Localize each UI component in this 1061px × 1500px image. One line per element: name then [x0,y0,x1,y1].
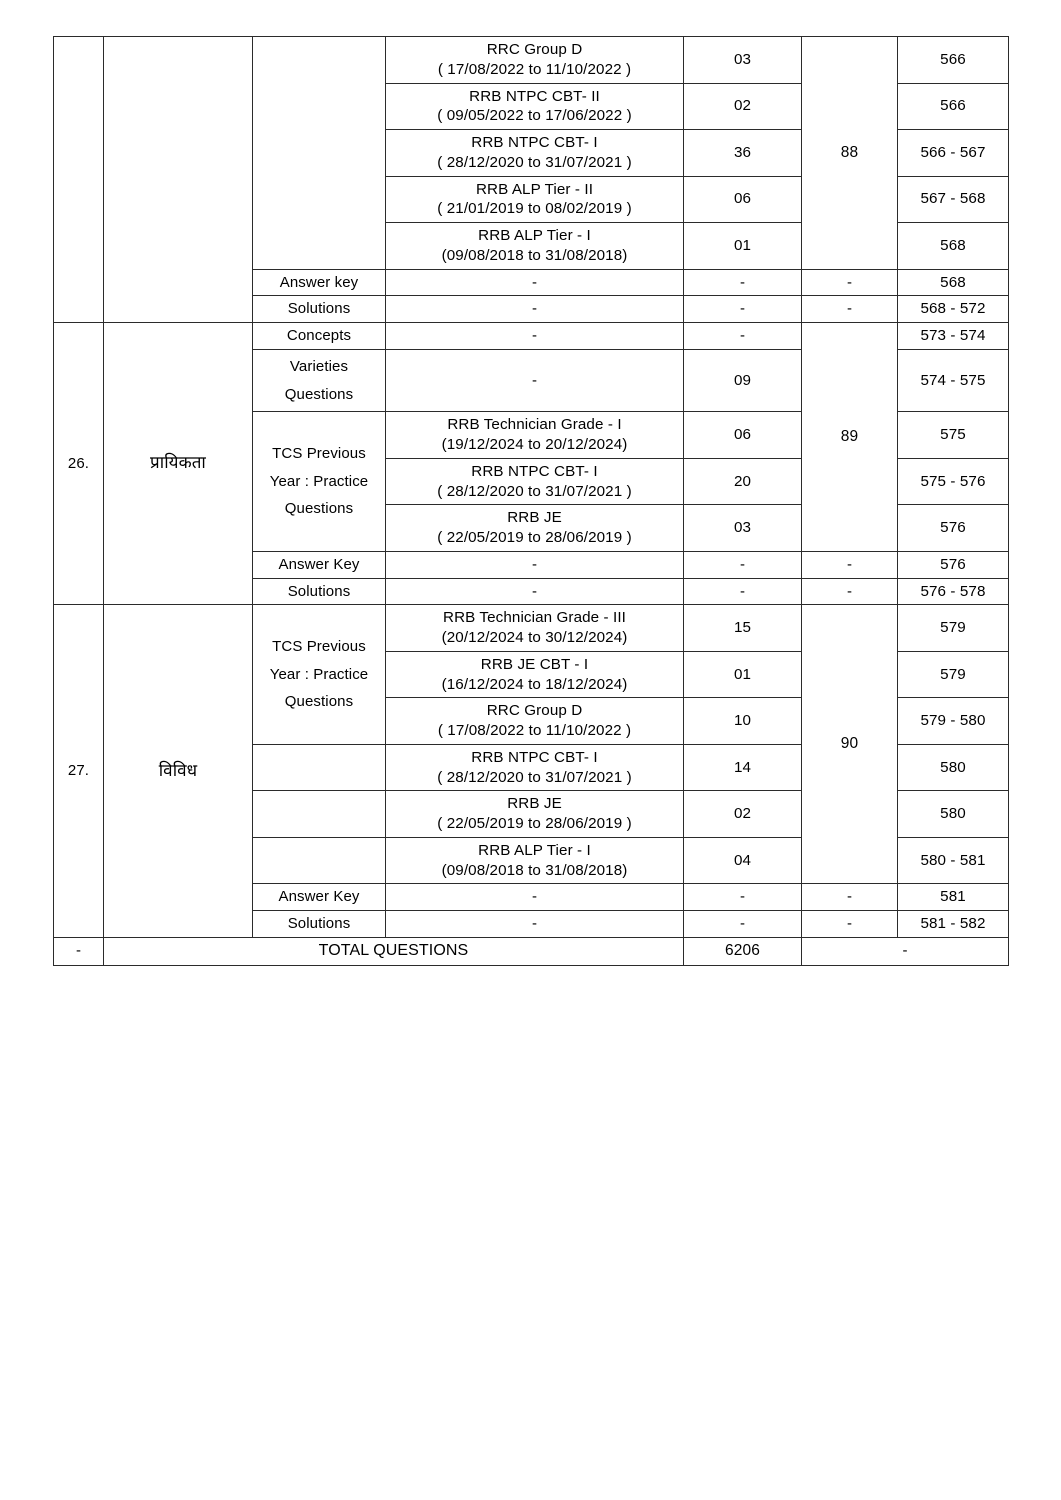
group-total: - [802,269,898,296]
stage-label: Solutions [253,296,386,323]
exam-date-range: (19/12/2024 to 20/12/2024) [441,436,628,453]
exam-date-range: (16/12/2024 to 18/12/2024) [441,675,628,693]
questions-count: 10 [684,698,802,745]
questions-count: 20 [684,458,802,505]
questions-count: 14 [684,744,802,791]
group-total: - [802,911,898,938]
stage-label: Answer Key [253,884,386,911]
questions-count: 01 [684,651,802,698]
page-range: 567 - 568 [898,176,1009,223]
exam-date-range: ( 17/08/2022 to 11/10/2022 ) [437,60,632,78]
stage-label: Answer key [253,269,386,296]
stage-label: Solutions [253,578,386,605]
serial-cell-26: 26. [54,323,104,605]
questions-count: 02 [684,791,802,838]
stage-label-line2: Year : Practice [269,665,369,683]
table-row [54,323,1009,350]
exam-name: RRB JE CBT - I [480,655,589,673]
group-total: - [802,578,898,605]
exam-cell: - [386,911,684,938]
page-range: 568 [898,269,1009,296]
questions-count: 09 [684,349,802,412]
questions-count: 06 [684,412,802,459]
questions-count: 02 [684,83,802,130]
exam-date-range: (09/08/2018 to 31/08/2018) [441,861,628,879]
page-range: 581 - 582 [898,911,1009,938]
exam-name: RRB JE [507,509,562,527]
page-range: 576 [898,551,1009,578]
exam-cell: - [386,884,684,911]
total-pages: - [802,937,1009,965]
stage-label-line3: Questions [284,693,354,711]
page-range: 576 - 578 [898,578,1009,605]
stage-label-empty [253,744,386,791]
exam-cell: - [386,349,684,412]
exam-date-range: ( 09/05/2022 to 17/06/2022 ) [437,107,632,125]
subject-name: विविध [158,760,198,780]
stage-label-empty [253,837,386,884]
exam-cell: - [386,296,684,323]
page-range: 568 [898,223,1009,270]
exam-date-range: ( 28/12/2020 to 31/07/2021 ) [437,153,632,171]
questions-count: - [684,551,802,578]
subject-name: प्रायिकता [150,453,206,473]
stage-label: Solutions [253,911,386,938]
exam-name: RRB JE [507,795,562,813]
serial-cell-27: 27. [54,605,104,938]
stage-label: Answer Key [253,551,386,578]
exam-cell [386,837,684,884]
exam-cell [386,744,684,791]
questions-count: 06 [684,176,802,223]
exam-name: RRC Group D [486,702,583,720]
stage-label [253,412,386,552]
exam-cell [386,223,684,270]
table-row [54,37,1009,84]
exam-name: RRB NTPC CBT- I [471,462,598,480]
page-range: 574 - 575 [898,349,1009,412]
stage-label-line1: TCS Previous [272,637,366,655]
exam-name: RRB ALP Tier - I [478,841,591,859]
exam-name: RRB NTPC CBT- II [469,87,600,105]
stage-label-line2: Year : Practice [269,472,369,490]
group-total: 88 [802,37,898,270]
serial-cell-continued [54,37,104,323]
total-row [54,937,1009,965]
subject-cell-continued [104,37,253,323]
exam-cell [386,130,684,177]
table-row [54,605,1009,652]
exam-cell: - [386,323,684,350]
exam-cell [386,505,684,552]
stage-label [253,349,386,412]
exam-date-range: ( 22/05/2019 to 28/06/2019 ) [437,815,632,832]
stage-cell-continued [253,37,386,270]
page-range: 568 - 572 [898,296,1009,323]
exam-name: RRB Technician Grade - III [443,609,626,627]
syllabus-table-container [53,36,1008,966]
page-range: 581 [898,884,1009,911]
questions-count: 04 [684,837,802,884]
exam-cell [386,83,684,130]
page-range: 579 - 580 [898,698,1009,745]
questions-count: 36 [684,130,802,177]
exam-cell [386,458,684,505]
exam-date-range: (09/08/2018 to 31/08/2018) [441,246,628,264]
group-total: - [802,296,898,323]
page-range: 566 - 567 [898,130,1009,177]
exam-cell [386,791,684,838]
exam-cell: - [386,269,684,296]
exam-cell: - [386,578,684,605]
page-range: 580 [898,791,1009,838]
exam-date-range: (20/12/2024 to 30/12/2024) [441,629,628,646]
group-total: - [802,884,898,911]
questions-count: 01 [684,223,802,270]
exam-name: RRB ALP Tier - II [475,180,594,198]
questions-count: - [684,911,802,938]
exam-name: RRC Group D [486,41,583,58]
questions-count: - [684,269,802,296]
page-range: 579 [898,651,1009,698]
exam-cell: - [386,551,684,578]
exam-cell [386,37,684,84]
exam-date-range: ( 21/01/2019 to 08/02/2019 ) [437,200,632,218]
exam-date-range: ( 28/12/2020 to 31/07/2021 ) [437,768,632,786]
total-serial: - [54,937,104,965]
exam-date-range: ( 22/05/2019 to 28/06/2019 ) [437,529,632,546]
group-total-26: 89 [802,323,898,552]
exam-date-range: ( 17/08/2022 to 11/10/2022 ) [437,722,632,739]
group-total-27: 90 [802,605,898,884]
page-range: 566 [898,83,1009,130]
exam-name: RRB NTPC CBT- I [471,134,598,151]
exam-cell [386,605,684,652]
page-range: 566 [898,37,1009,84]
exam-date-range: ( 28/12/2020 to 31/07/2021 ) [437,482,632,500]
page-range: 573 - 574 [898,323,1009,350]
exam-name: RRB NTPC CBT- I [471,748,598,766]
total-label: TOTAL QUESTIONS [104,937,684,965]
page-range: 575 [898,412,1009,459]
stage-label-line1: Varieties [289,357,349,375]
stage-label-line2: Questions [284,385,354,403]
page-range: 580 - 581 [898,837,1009,884]
exam-name: RRB Technician Grade - I [447,416,622,434]
page-range: 576 [898,505,1009,552]
page-range: 579 [898,605,1009,652]
subject-cell-27 [104,605,253,938]
group-total: - [802,551,898,578]
questions-count: 15 [684,605,802,652]
stage-label-line1: TCS Previous [272,444,366,462]
exam-cell [386,698,684,745]
questions-count: - [684,578,802,605]
exam-cell [386,651,684,698]
syllabus-table [53,36,1009,966]
stage-label-line3: Questions [284,500,354,518]
questions-count: 03 [684,37,802,84]
questions-count: - [684,884,802,911]
questions-count: - [684,296,802,323]
stage-label [253,605,386,745]
exam-cell [386,412,684,459]
questions-count: - [684,323,802,350]
exam-cell [386,176,684,223]
questions-count: 03 [684,505,802,552]
page-range: 575 - 576 [898,458,1009,505]
page-range: 580 [898,744,1009,791]
exam-name: RRB ALP Tier - I [478,227,591,244]
total-questions: 6206 [684,937,802,965]
subject-cell-26 [104,323,253,605]
stage-label-empty [253,791,386,838]
stage-label: Concepts [253,323,386,350]
